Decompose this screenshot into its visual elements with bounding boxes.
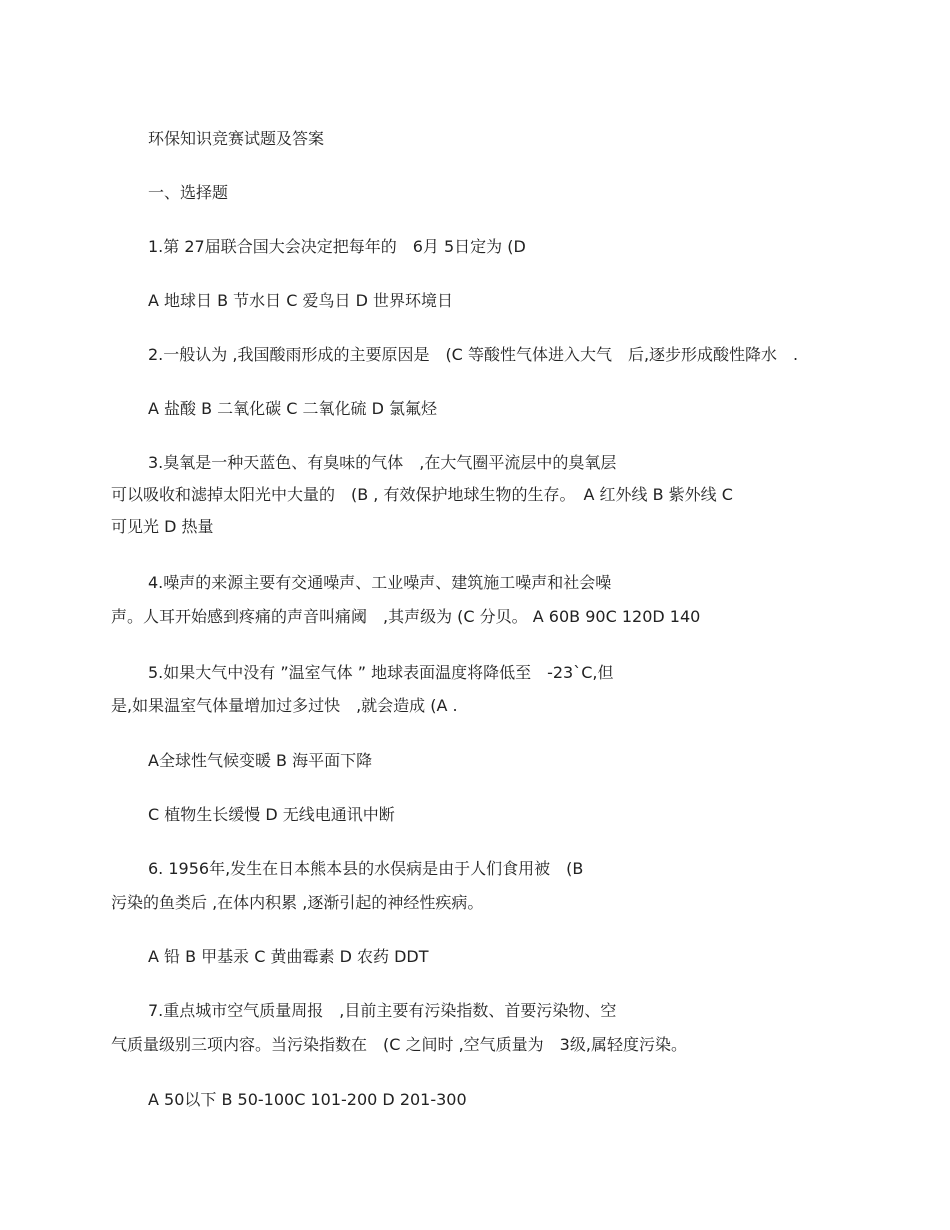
question-text: 2.一般认为 ,我国酸雨形成的主要原因是 (C 等酸性气体进入大气 后,逐步形成酸性降水 . <box>148 345 799 364</box>
question-text-continued: 是,如果温室气体量增加过多过快 ,就会造成 (A . <box>111 696 458 715</box>
question-text-continued: 可以吸收和滤掉太阳光中大量的 (B , 有效保护地球生物的生存。 A 红外线 B 紫外线 C <box>111 485 733 504</box>
question-text-continued: 可见光 D 热量 <box>111 517 214 536</box>
question-options: A 铅 B 甲基汞 C 黄曲霉素 D 农药 DDT <box>148 947 429 966</box>
question-options: C 植物生长缓慢 D 无线电通讯中断 <box>148 805 395 824</box>
question-text: 4.噪声的来源主要有交通噪声、工业噪声、建筑施工噪声和社会噪 <box>148 573 612 592</box>
question-options: A 50以下 B 50-100C 101-200 D 201-300 <box>148 1090 467 1109</box>
question-text: 5.如果大气中没有 ”温室气体 ” 地球表面温度将降低至 -23`C,但 <box>148 663 614 682</box>
section-heading: 一、选择题 <box>148 183 229 202</box>
question-text-continued: 污染的鱼类后 ,在体内积累 ,逐渐引起的神经性疾病。 <box>111 893 484 912</box>
question-text: 7.重点城市空气质量周报 ,目前主要有污染指数、首要污染物、空 <box>148 1001 617 1020</box>
question-text: 1.第 27届联合国大会决定把每年的 6月 5日定为 (D <box>148 237 526 256</box>
question-options: A 地球日 B 节水日 C 爱鸟日 D 世界环境日 <box>148 291 454 310</box>
question-text-continued: 声。人耳开始感到疼痛的声音叫痛阈 ,其声级为 (C 分贝。 A 60B 90C 120D 140 <box>111 607 701 626</box>
question-text: 6. 1956年,发生在日本熊本县的水俣病是由于人们食用被 (B <box>148 859 584 878</box>
document-title: 环保知识竞赛试题及答案 <box>148 129 325 148</box>
question-text-continued: 气质量级别三项内容。当污染指数在 (C 之间时 ,空气质量为 3级,属轻度污染。 <box>111 1035 687 1054</box>
question-options: A 盐酸 B 二氧化碳 C 二氧化硫 D 氯氟烃 <box>148 399 438 418</box>
question-text: 3.臭氧是一种天蓝色、有臭味的气体 ,在大气圈平流层中的臭氧层 <box>148 453 617 472</box>
question-options: A全球性气候变暖 B 海平面下降 <box>148 751 373 770</box>
